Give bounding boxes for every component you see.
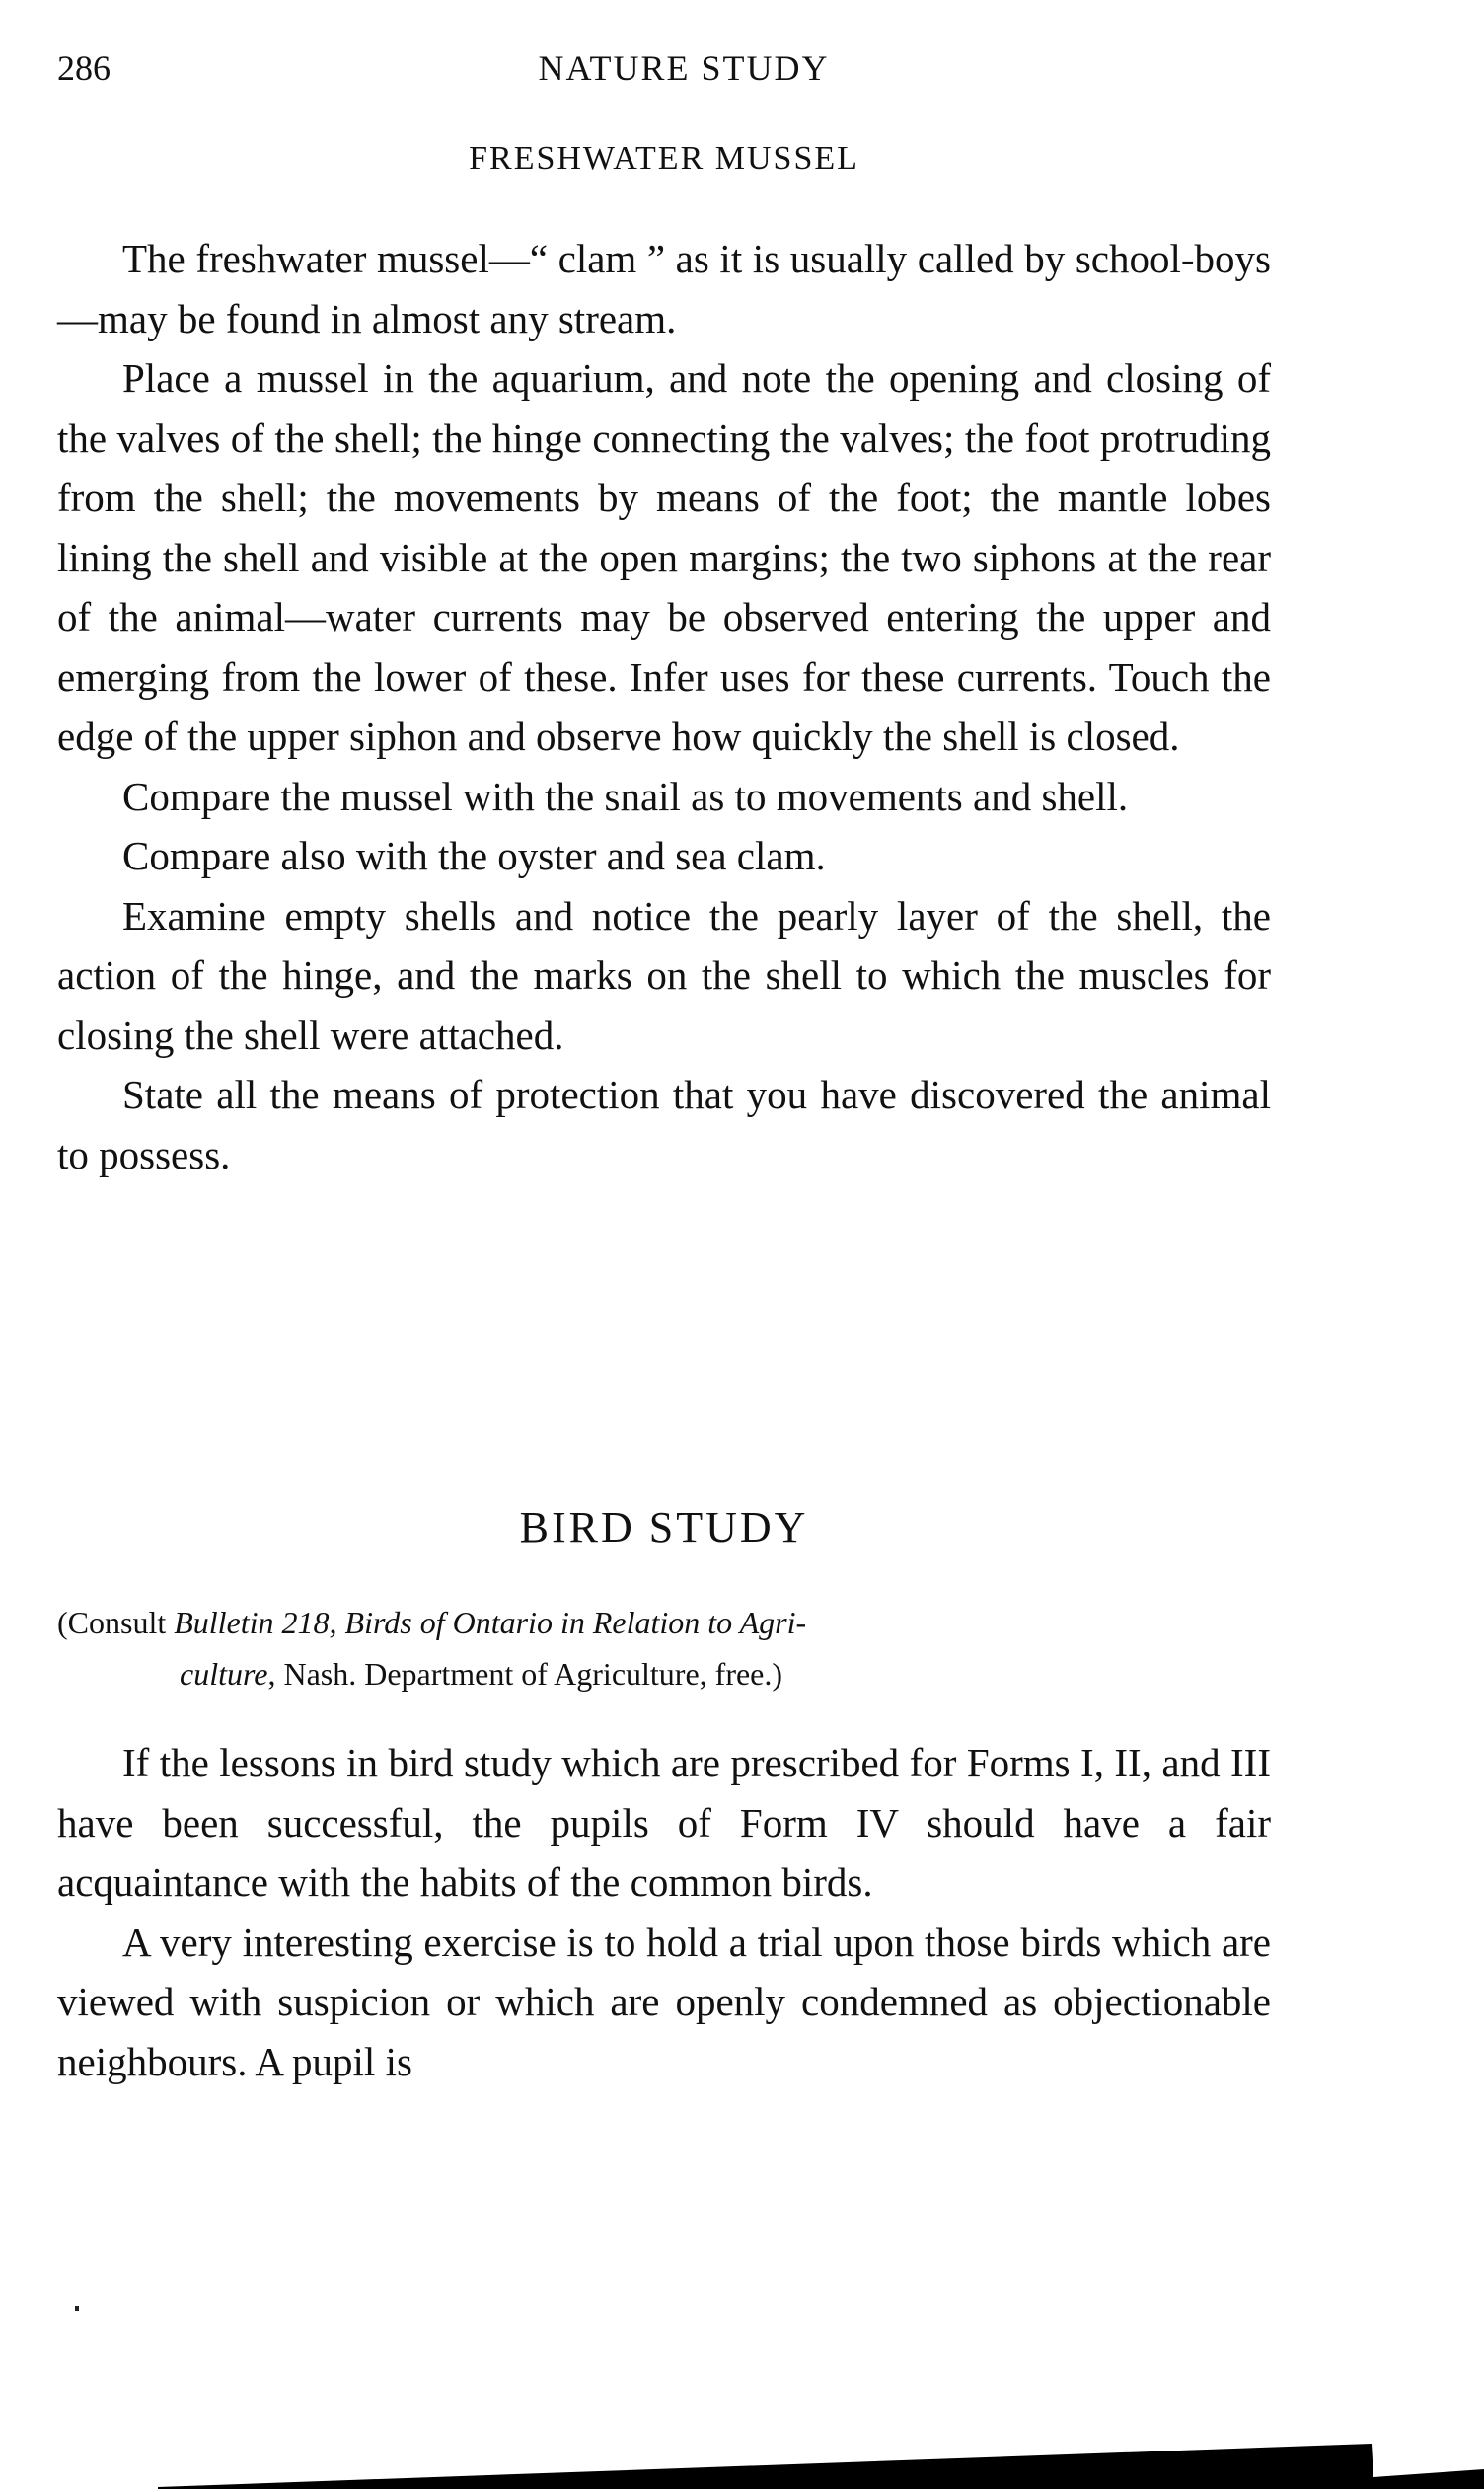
- bulletin-title-cont: culture: [180, 1656, 268, 1692]
- scan-edge-shadow: [0, 2430, 1484, 2489]
- consult-note: [57, 1597, 1271, 1699]
- paragraph: Place a mussel in the aquarium, and note the opening and closing of the valves of the shell; the hinge connecting the valves; the foot protruding from the shell; the movements by means of the foot; the mantle lobes lining the shell and visible at the open margins; the two siphons at the rear of the animal—water currents may be observed entering the upper and emerging from the lower of these. Infer uses for these currents. Touch the edge of the upper siphon and observe how quickly the shell is closed.: [57, 355, 1271, 759]
- page-header: [57, 47, 1271, 97]
- running-head: NATURE STUDY: [538, 48, 830, 88]
- section-title-bird-study: BIRD STUDY: [519, 1503, 809, 1551]
- paragraph: Examine empty shells and notice the pearly layer of the shell, the action of the hinge, and the marks on the shell to which the muscles for closing the shell were attached.: [57, 892, 1271, 1058]
- page-number: 286: [57, 48, 111, 88]
- bulletin-title: Bulletin 218, Birds of Ontario in Relation to Agri-: [174, 1605, 807, 1640]
- scan-speck: [75, 2306, 79, 2311]
- paragraph: The freshwater mussel—“ clam ” as it is usually called by school-boys—may be found in almost any stream.: [57, 236, 1271, 341]
- paragraph: If the lessons in bird study which are prescribed for Forms I, II, and III have been successful, the pupils of Form IV should have a fair acquaintance with the habits of the common birds.: [57, 1740, 1271, 1905]
- bird-study-body: [57, 1733, 1271, 2091]
- section-title-freshwater-mussel: FRESHWATER MUSSEL: [469, 140, 859, 177]
- paragraph: Compare also with the oyster and sea clam.: [122, 833, 826, 878]
- paragraph: State all the means of protection that you have discovered the animal to possess.: [57, 1072, 1271, 1177]
- mussel-body: [57, 229, 1271, 1184]
- paragraph: Compare the mussel with the snail as to movements and shell.: [122, 773, 1129, 819]
- scan-edge-wedge: [158, 2444, 1484, 2489]
- consult-open: (Consult: [57, 1605, 175, 1640]
- paragraph: A very interesting exercise is to hold a trial upon those birds which are viewed with suspicion or which are openly condemned as objectionable neighbours. A pupil is: [57, 1919, 1271, 2084]
- consult-rest: , Nash. Department of Agriculture, free.): [267, 1656, 783, 1692]
